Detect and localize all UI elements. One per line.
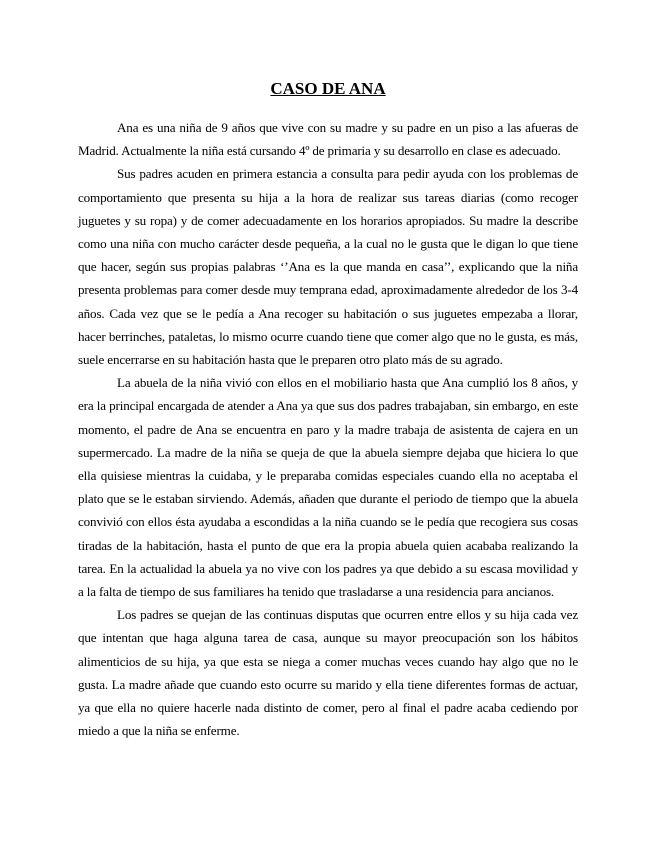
document-page	[78, 72, 578, 742]
paragraph-grandmother: La abuela de la niña vivió con ellos en el mobiliario hasta que Ana cumplió los 8 años, y era la principal encargada de atender a Ana ya que sus dos padres trabajaban, sin embargo, en este momento, el padre de Ana se encuentra en paro y la madre trabaja de asistenta de cajera en un supermercado. La madre de la niña se queja de que la abuela siempre dejaba que hiciera lo que ella quisiese mientras la cuidaba, y le preparaba comidas especiales cuando ella no aceptaba el plato que se le estaban sirviendo. Además, añaden que durante el periodo de tiempo que la abuela convivió con ellos ésta ayudaba a escondidas a la niña cuando se le pedía que recogiera sus cosas tiradas de la habitación, hasta el punto de que era la propia abuela quien acababa realizando la tarea. En la actualidad la abuela ya no vive con los padres ya que debido a su escasa movilidad y a la falta de tiempo de sus familiares ha tenido que trasladarse a una residencia para ancianos.	[78, 375, 578, 600]
paragraph-parents-consultation: Sus padres acuden en primera estancia a consulta para pedir ayuda con los problemas de comportamiento que presenta su hija a la hora de realizar sus tareas diarias (como recoger juguetes y su ropa) y de comer adecuadamente en los horarios apropiados. Su madre la describe como una niña con mucho carácter desde pequeña, a la cual no le gusta que le digan lo que tiene que hacer, según sus propias palabras ‘’Ana es la que manda en casa’’, explicando que la niña presenta problemas para comer desde muy temprana edad, aproximadamente alrededor de los 3-4 años. Cada vez que se le pedía a Ana recoger su habitación o sus juguetes empezaba a llorar, hacer berrinches, pataletas, lo mismo ocurre cuando tiene que comer algo que no le gusta, es más, suele encerrarse en su habitación hasta que le preparen otro plato más de su agrado.	[78, 166, 578, 368]
paragraph-intro: Ana es una niña de 9 años que vive con su madre y su padre en un piso a las afueras de Madrid. Actualmente la niña está cursando 4º de primaria y su desarrollo en clase es adecuado.	[78, 120, 578, 159]
document-title: CASO DE ANA	[270, 79, 386, 98]
paragraph-parents-complaints: Los padres se quejan de las continuas disputas que ocurren entre ellos y su hija cada vez que intentan que haga alguna tarea de casa, aunque su mayor preocupación son los hábitos alimenticios de su hija, ya que esta se niega a comer muchas veces cuando hay algo que no le gusta. La madre añade que cuando esto ocurre su marido y ella tiene diferentes formas de actuar, ya que ella no quiere hacerle nada distinto de comer, pero al final el padre acaba cediendo por miedo a que la niña se enferme.	[78, 607, 578, 739]
